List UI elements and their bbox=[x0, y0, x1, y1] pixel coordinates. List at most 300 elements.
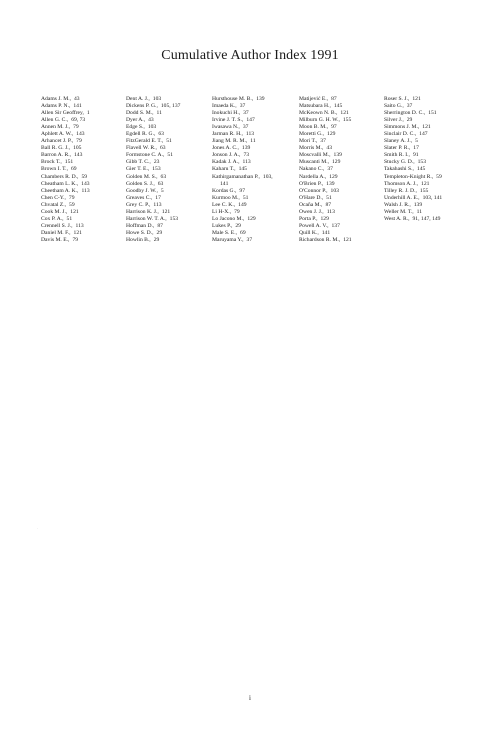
page-references: 141 bbox=[220, 180, 229, 187]
author-name: Kurmoo M., bbox=[212, 194, 240, 201]
author-name: Chvatal Z., bbox=[41, 201, 67, 208]
page-references: 79 bbox=[234, 208, 240, 215]
page-references: 11 bbox=[250, 138, 256, 145]
author-name: Cox P. A., bbox=[41, 215, 64, 222]
page-references: 103 bbox=[147, 124, 157, 131]
index-entry bbox=[299, 230, 382, 237]
page-references: 129 bbox=[332, 159, 341, 166]
page-references: 23 bbox=[153, 159, 160, 166]
author-name: FitzGerald E. T., bbox=[126, 138, 164, 145]
index-entry bbox=[299, 138, 382, 145]
author-name: Lee C. K., bbox=[212, 201, 236, 208]
author-name: Sinclair D. C., bbox=[384, 131, 417, 138]
page-references: 147 bbox=[419, 131, 428, 138]
index-entry bbox=[384, 131, 481, 138]
page-references: 17 bbox=[413, 145, 419, 152]
index-entry bbox=[384, 145, 481, 152]
author-name: Quill K., bbox=[299, 229, 319, 236]
index-entry bbox=[126, 159, 211, 166]
author-name: Powell A. V., bbox=[299, 222, 329, 229]
author-name: Adams P. N., bbox=[41, 103, 71, 110]
page-references: 91, 147, 149 bbox=[412, 215, 441, 222]
index-entry bbox=[41, 216, 125, 223]
page-references: 153 bbox=[417, 159, 427, 166]
index-entry bbox=[212, 131, 298, 138]
index-column bbox=[299, 96, 382, 244]
page-references: 37 bbox=[320, 138, 326, 145]
author-name: Jiang M. R. M., bbox=[212, 138, 248, 145]
index-entry bbox=[126, 209, 211, 216]
author-name: Cook M. J., bbox=[41, 208, 68, 215]
index-entry bbox=[299, 152, 382, 159]
author-name: Iwasawa N., bbox=[212, 124, 240, 131]
author-name: Gibb T. C., bbox=[126, 159, 151, 166]
index-entry bbox=[212, 152, 298, 159]
page-references: 37 bbox=[406, 103, 413, 110]
page-references: 145 bbox=[238, 166, 247, 173]
author-name: Arhancet J. P., bbox=[41, 138, 74, 145]
index-entry bbox=[41, 145, 125, 152]
index-entry bbox=[384, 195, 481, 202]
author-name: Saito G., bbox=[384, 103, 404, 110]
author-name: Slater P. R., bbox=[384, 145, 411, 152]
page-references: 17 bbox=[155, 194, 161, 201]
author-name: Adams J. M., bbox=[41, 96, 71, 102]
author-name: Jonson J. A., bbox=[212, 152, 241, 159]
page-references: 141 bbox=[321, 229, 331, 236]
index-entry bbox=[126, 230, 211, 237]
page-references: 59 bbox=[69, 201, 75, 208]
index-entry bbox=[384, 152, 481, 159]
page-references: 149 bbox=[238, 201, 247, 208]
author-name: Muscanti M., bbox=[299, 159, 329, 166]
author-name: Silver J., bbox=[384, 117, 404, 124]
index-entry bbox=[299, 96, 382, 103]
page-references: 139 bbox=[333, 152, 342, 159]
author-name: Golden S. J., bbox=[126, 180, 155, 187]
author-name: Cheatham L. K., bbox=[41, 180, 79, 187]
author-name: O'Brien P., bbox=[299, 180, 324, 187]
index-entry bbox=[299, 223, 382, 230]
index-entry bbox=[41, 209, 125, 216]
index-entry bbox=[212, 117, 298, 124]
page-references: 37 bbox=[239, 103, 246, 110]
author-name: Allen G. C., bbox=[41, 117, 69, 124]
page-title: Cumulative Author Index 1991 bbox=[161, 48, 339, 63]
page-references: 63 bbox=[158, 131, 164, 138]
index-entry bbox=[212, 159, 298, 166]
author-name: Hoffman D., bbox=[126, 222, 155, 229]
index-entry bbox=[384, 159, 481, 166]
index-entry bbox=[299, 216, 382, 223]
index-entry bbox=[212, 181, 298, 188]
index-entry bbox=[212, 138, 298, 145]
page-references: 37 bbox=[243, 110, 249, 117]
page-references: 63 bbox=[160, 173, 167, 180]
index-entry bbox=[212, 230, 298, 237]
page-references: 43 bbox=[74, 96, 80, 102]
author-name: Richardson R. M., bbox=[299, 236, 341, 243]
index-entry bbox=[41, 195, 125, 202]
index-entry bbox=[212, 166, 298, 173]
index-entry bbox=[384, 103, 481, 110]
index-entry bbox=[299, 110, 382, 117]
page-references: 121 bbox=[70, 208, 79, 215]
page-references: 129 bbox=[320, 215, 329, 222]
author-name: Imaeda K., bbox=[212, 103, 237, 110]
index-entry bbox=[384, 181, 481, 188]
page-references: 113 bbox=[81, 187, 90, 194]
page-references: 113 bbox=[245, 131, 255, 138]
author-name: Ocaña M., bbox=[299, 201, 323, 208]
page-references: 143 bbox=[74, 152, 83, 159]
author-name: Roser S. J., bbox=[384, 96, 410, 102]
author-name: Chambers R. D., bbox=[41, 173, 79, 180]
index-entry bbox=[384, 174, 481, 181]
author-name: Maruyama Y., bbox=[212, 236, 244, 243]
page-references: 51 bbox=[166, 138, 172, 145]
author-name: Jarman R. H., bbox=[212, 131, 243, 138]
author-name: Aphlett A. W., bbox=[41, 131, 74, 138]
index-entry bbox=[41, 124, 125, 131]
author-name: Jones A. C., bbox=[212, 145, 239, 152]
author-name: Matsubara H., bbox=[299, 103, 331, 110]
author-name: Moscvalli M., bbox=[299, 152, 331, 159]
author-name: Lo Jacono M., bbox=[212, 215, 245, 222]
index-entry bbox=[126, 138, 211, 145]
page-references: 153 bbox=[169, 215, 179, 222]
author-name: Cheetham A. K., bbox=[41, 187, 79, 194]
index-entry bbox=[41, 188, 125, 195]
index-entry bbox=[126, 237, 211, 244]
page-references: 69 bbox=[240, 229, 246, 236]
index-entry bbox=[299, 202, 382, 209]
author-name: Stucky G. D., bbox=[384, 159, 415, 166]
page-references: 51 bbox=[326, 194, 332, 201]
author-name: O'Hare D., bbox=[299, 194, 324, 201]
page-references: 121 bbox=[73, 229, 82, 236]
index-column bbox=[212, 96, 298, 244]
page-references: 129 bbox=[329, 173, 338, 180]
author-name: Irvine J. T. S., bbox=[212, 117, 244, 124]
page-references: 59 bbox=[436, 173, 442, 180]
page-references: 139 bbox=[256, 96, 265, 102]
index-entry bbox=[41, 138, 125, 145]
page-references: 105 bbox=[73, 145, 82, 152]
author-name: Sherrington D. C., bbox=[384, 110, 426, 117]
page-references: 103, 141 bbox=[422, 194, 443, 201]
author-name: Howe S. D., bbox=[126, 229, 154, 236]
page-references: 121 bbox=[421, 180, 430, 187]
author-name: Golden M. S., bbox=[126, 173, 158, 180]
page-references: 141 bbox=[73, 103, 82, 110]
author-name: Nakano C., bbox=[299, 166, 325, 173]
page-references: 151 bbox=[428, 110, 437, 117]
index-entry bbox=[126, 181, 211, 188]
index-entry bbox=[212, 103, 298, 110]
index-entry bbox=[212, 124, 298, 131]
author-name: McKeown N. B., bbox=[299, 110, 338, 117]
author-name: Morris M., bbox=[299, 145, 324, 152]
author-name: Dyer A., bbox=[126, 117, 146, 124]
index-entry bbox=[299, 188, 382, 195]
index-entry bbox=[126, 223, 211, 230]
author-name: Daniel M. F., bbox=[41, 229, 71, 236]
page-references: 121 bbox=[422, 124, 431, 131]
page-references: 79 bbox=[73, 124, 79, 131]
index-entry bbox=[126, 195, 211, 202]
index-entry bbox=[384, 216, 481, 223]
index-entry bbox=[41, 181, 125, 188]
index-entry bbox=[212, 96, 298, 103]
page-references: 137 bbox=[331, 222, 340, 229]
index-entry bbox=[212, 202, 298, 209]
author-name: Chen C-Y., bbox=[41, 194, 66, 201]
index-entry bbox=[126, 174, 211, 181]
author-name: Flavell W. R., bbox=[126, 145, 157, 152]
page-references: 73 bbox=[243, 152, 250, 159]
author-name: Gier T. E., bbox=[126, 166, 150, 173]
index-entry bbox=[212, 110, 298, 117]
author-name: Goodby J. W., bbox=[126, 187, 158, 194]
page-references: 79 bbox=[72, 236, 79, 243]
page-references: 79 bbox=[68, 194, 75, 201]
index-entry bbox=[212, 195, 298, 202]
page-references: 129 bbox=[327, 131, 336, 138]
author-name: Grey C. P., bbox=[126, 201, 151, 208]
author-name: Kadak J. A., bbox=[212, 159, 240, 166]
author-name: Male S. E., bbox=[212, 229, 238, 236]
author-name: Dodd S. M., bbox=[126, 110, 154, 117]
page-references: 43 bbox=[148, 117, 154, 124]
author-name: Simmons J. M., bbox=[384, 124, 420, 131]
index-column bbox=[384, 96, 481, 223]
index-entry bbox=[384, 202, 481, 209]
page-references: 5 bbox=[415, 138, 418, 145]
index-entry bbox=[126, 166, 211, 173]
author-name: O'Connor P., bbox=[299, 187, 328, 194]
author-name: Kordas G., bbox=[212, 187, 237, 194]
index-entry bbox=[41, 230, 125, 237]
author-name: Thomson A. J., bbox=[384, 180, 419, 187]
author-name: Moretti G., bbox=[299, 131, 325, 138]
page-references: 105, 137 bbox=[160, 103, 181, 110]
page-references: 69, 73 bbox=[71, 117, 86, 124]
index-entry bbox=[41, 117, 125, 124]
index-entry bbox=[126, 131, 211, 138]
page-references: 113 bbox=[242, 159, 251, 166]
page-references: 145 bbox=[416, 166, 426, 173]
author-name: Lukes P., bbox=[212, 222, 233, 229]
index-entry bbox=[384, 209, 481, 216]
index-entry bbox=[299, 131, 382, 138]
author-name: Egdell R. G., bbox=[126, 131, 156, 138]
author-name: Edge S., bbox=[126, 124, 145, 131]
page-references: 37 bbox=[242, 124, 249, 131]
index-entry bbox=[212, 188, 298, 195]
page-references: 145 bbox=[333, 103, 343, 110]
index-entry bbox=[299, 209, 382, 216]
index-entry bbox=[41, 237, 125, 244]
page-references: 155 bbox=[342, 117, 352, 124]
page-references: 139 bbox=[413, 201, 423, 208]
author-name: Nardella A., bbox=[299, 173, 327, 180]
page-references: 103 bbox=[152, 96, 162, 102]
author-name: Harrison K. J., bbox=[126, 208, 159, 215]
author-name: Greaves C., bbox=[126, 194, 153, 201]
author-name: Takahashi S., bbox=[384, 166, 414, 173]
page-references: 121 bbox=[340, 110, 349, 117]
index-entry bbox=[41, 202, 125, 209]
page-references: 147 bbox=[246, 117, 255, 124]
page-references: 97 bbox=[239, 187, 245, 194]
index-entry bbox=[212, 237, 298, 244]
index-entry bbox=[41, 152, 125, 159]
index-entry bbox=[299, 145, 382, 152]
page-references: 1 bbox=[86, 110, 90, 117]
index-entry bbox=[126, 110, 211, 117]
author-name: Weller M. T., bbox=[384, 208, 414, 215]
author-name: Hursthouse M. B., bbox=[212, 96, 254, 102]
author-name: Slaney A. J., bbox=[384, 138, 413, 145]
index-entry bbox=[384, 96, 481, 103]
index-entry bbox=[299, 237, 382, 244]
page-references: 59 bbox=[81, 173, 88, 180]
author-name: Allen Sir Geoffrey, bbox=[41, 110, 84, 117]
page-references: 91 bbox=[412, 152, 419, 159]
page-references: 153 bbox=[152, 166, 161, 173]
author-name: Templeton-Knight R., bbox=[384, 173, 434, 180]
author-name: Formstone C. A., bbox=[126, 152, 165, 159]
index-entry bbox=[41, 166, 125, 173]
page-references: 103 bbox=[330, 187, 339, 194]
page-references: 63 bbox=[157, 180, 164, 187]
index-entry bbox=[126, 103, 211, 110]
index-entry bbox=[126, 188, 211, 195]
index-column bbox=[126, 96, 211, 244]
index-entry bbox=[212, 223, 298, 230]
page-references: 43 bbox=[326, 145, 332, 152]
author-name: Annen M. J., bbox=[41, 124, 71, 131]
page-references: 129 bbox=[247, 215, 256, 222]
index-entry bbox=[384, 166, 481, 173]
page-references: 139 bbox=[241, 145, 251, 152]
page-references: 37 bbox=[246, 236, 253, 243]
page-references: 29 bbox=[153, 236, 160, 243]
author-name: West A. R., bbox=[384, 215, 410, 222]
author-index bbox=[41, 96, 481, 256]
page-references: 29 bbox=[156, 229, 163, 236]
author-name: Porta P., bbox=[299, 215, 318, 222]
index-entry bbox=[126, 96, 211, 103]
page-references: 103, bbox=[262, 173, 273, 180]
page-references: 11 bbox=[416, 208, 423, 215]
index-entry bbox=[299, 124, 382, 131]
page-references: 51 bbox=[167, 152, 173, 159]
author-name: Kaharu T., bbox=[212, 166, 236, 173]
page-references: 151 bbox=[64, 159, 74, 166]
page-references: 113 bbox=[326, 208, 335, 215]
page-references: 29 bbox=[406, 117, 413, 124]
author-name: Dickens P. G., bbox=[126, 103, 158, 110]
index-column bbox=[41, 96, 125, 244]
author-name: Howlin B., bbox=[126, 236, 151, 243]
page-references: 37 bbox=[327, 166, 333, 173]
index-entry bbox=[299, 166, 382, 173]
page-references: 97 bbox=[331, 124, 337, 131]
page-references: 87 bbox=[325, 201, 332, 208]
author-name: Davis M. E., bbox=[41, 236, 70, 243]
index-entry bbox=[126, 117, 211, 124]
page-references: 51 bbox=[242, 194, 249, 201]
page-references: 143 bbox=[81, 180, 90, 187]
author-name: Owen J. J., bbox=[299, 208, 324, 215]
author-name: Kathirgamanathan P., bbox=[212, 173, 260, 180]
index-entry bbox=[41, 131, 125, 138]
author-name: Tilley R. J. D., bbox=[384, 187, 417, 194]
page-references: 5 bbox=[160, 187, 164, 194]
author-name: Harrison W. T. A., bbox=[126, 215, 167, 222]
index-entry bbox=[212, 209, 298, 216]
index-entry bbox=[41, 159, 125, 166]
index-entry bbox=[384, 110, 481, 117]
index-entry bbox=[212, 216, 298, 223]
index-entry bbox=[299, 195, 382, 202]
index-entry bbox=[41, 96, 125, 103]
index-entry bbox=[126, 216, 211, 223]
author-name: Smith R. I., bbox=[384, 152, 410, 159]
scan-mark: · bbox=[37, 526, 39, 531]
page-references: 87 bbox=[331, 96, 337, 102]
author-name: Walsh J. R., bbox=[384, 201, 411, 208]
author-name: Crennell S. J., bbox=[41, 222, 73, 229]
page-references: 113 bbox=[75, 222, 84, 229]
author-name: Underhill A. E., bbox=[384, 194, 420, 201]
page-number: i bbox=[249, 694, 251, 702]
author-name: Li H-X., bbox=[212, 208, 232, 215]
index-entry bbox=[212, 145, 298, 152]
index-entry bbox=[41, 223, 125, 230]
index-entry bbox=[299, 181, 382, 188]
page-references: 11 bbox=[156, 110, 162, 117]
author-name: Brock T., bbox=[41, 159, 62, 166]
index-entry bbox=[384, 124, 481, 131]
page-references: 143 bbox=[76, 131, 85, 138]
author-name: Inokuchi H., bbox=[212, 110, 241, 117]
index-entry bbox=[384, 138, 481, 145]
page-references: 29 bbox=[235, 222, 241, 229]
page-references: 155 bbox=[419, 187, 429, 194]
page-references: 79 bbox=[76, 138, 82, 145]
index-entry bbox=[126, 124, 211, 131]
author-name: Mori T., bbox=[299, 138, 318, 145]
author-name: Ball R. G. J., bbox=[41, 145, 71, 152]
page-references: 63 bbox=[159, 145, 166, 152]
author-name: Brown I. T., bbox=[41, 166, 68, 173]
index-entry bbox=[126, 152, 211, 159]
index-entry bbox=[299, 159, 382, 166]
index-entry bbox=[41, 110, 125, 117]
page-references: 87 bbox=[157, 222, 163, 229]
page-references: 139 bbox=[326, 180, 335, 187]
page-references: 69 bbox=[70, 166, 77, 173]
page-references: 121 bbox=[161, 208, 171, 215]
index-entry bbox=[299, 174, 382, 181]
page-references: 121 bbox=[412, 96, 421, 102]
author-name: Matijević E., bbox=[299, 96, 329, 102]
index-entry bbox=[299, 103, 382, 110]
index-entry bbox=[126, 145, 211, 152]
